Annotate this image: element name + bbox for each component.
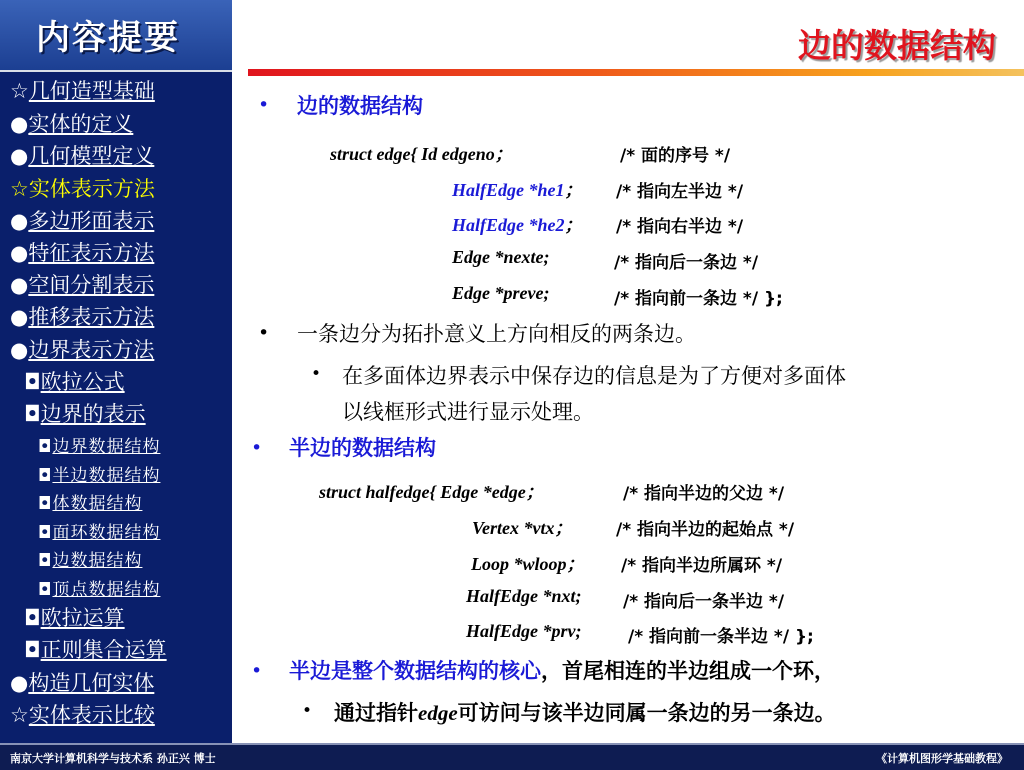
nav-item-halfedge-data-structure[interactable]: ◘半边数据结构	[38, 466, 161, 486]
bullet-icon: ●	[10, 273, 29, 297]
slide-title: 边的数据结构	[798, 26, 996, 65]
edge-comment-3: /* 指向右半边 */	[616, 217, 744, 237]
nav-item-solid-definition[interactable]: ●实体的定义	[10, 112, 134, 136]
footer	[0, 743, 1024, 770]
nav-item-modeling-basics[interactable]: ☆几何造型基础	[10, 79, 155, 103]
edge-comment-2: /* 指向左半边 */	[616, 182, 744, 202]
edge-comment-1: /* 面的序号 */	[620, 146, 731, 166]
nav-item-representation-comparison[interactable]: ☆实体表示比较	[10, 703, 155, 727]
halfedge-code-line-3: Loop *wloop；	[471, 554, 585, 574]
bullet-icon: •	[251, 660, 263, 682]
square-bullet-icon: ◘	[38, 523, 53, 543]
square-bullet-icon: ◘	[24, 402, 41, 426]
halfedge-comment-2: /* 指向半边的起始点 */	[616, 520, 795, 540]
square-bullet-icon: ◘	[38, 494, 53, 514]
nav-item-regular-set-operations[interactable]: ◘正则集合运算	[24, 638, 167, 662]
star-icon: ☆	[10, 703, 29, 727]
nav-item-geometric-model[interactable]: ●几何模型定义	[10, 144, 155, 168]
nav-item-boundary-representation[interactable]: ◘边界的表示	[24, 402, 146, 426]
edge-code-line-2: HalfEdge *he1；	[452, 180, 583, 200]
edge-code-line-5: Edge *preve;	[452, 283, 550, 303]
bullet-icon: ●	[10, 112, 29, 136]
nav-item-face-loop-data-structure[interactable]: ◘面环数据结构	[38, 523, 161, 543]
footer-author: 南京大学计算机科学与技术系 孙正兴 博士	[10, 752, 216, 765]
star-icon: ☆	[10, 79, 29, 103]
square-bullet-icon: ◘	[38, 580, 53, 600]
halfedge-comment-1: /* 指向半边的父边 */	[623, 484, 785, 504]
edge-code-line-4: Edge *nexte;	[452, 247, 550, 267]
nav-item-sweep-rep[interactable]: ●推移表示方法	[10, 305, 155, 329]
sidebar-title: 内容提要	[36, 18, 180, 58]
bullet-icon: •	[258, 322, 270, 344]
sub-point-edge-info-2: 以线框形式进行显示处理。	[342, 400, 594, 424]
edge-comment-4: /* 指向后一条边 */	[614, 253, 759, 273]
nav-item-solid-data-structure[interactable]: ◘体数据结构	[38, 494, 143, 514]
footer-book-title: 《计算机图形学基础教程》	[876, 752, 1008, 765]
bullet-icon: •	[251, 437, 263, 459]
nav-item-euler-formula[interactable]: ◘欧拉公式	[24, 370, 125, 394]
sidebar	[0, 0, 232, 743]
star-icon: ☆	[10, 177, 29, 201]
bullet-icon: ●	[10, 241, 29, 265]
halfedge-comment-5: /* 指向前一条半边 */ };	[628, 627, 814, 647]
halfedge-code-line-4: HalfEdge *nxt;	[466, 586, 582, 606]
nav-item-euler-operations[interactable]: ◘欧拉运算	[24, 606, 125, 630]
sub-point-edge-pointer: 通过指针edge可访问与该半边同属一条边的另一条边。	[334, 701, 836, 725]
halfedge-code-line-2: Vertex *vtx；	[472, 518, 573, 538]
nav-item-polygon-face[interactable]: ●多边形面表示	[10, 209, 155, 233]
nav-item-boundary-rep[interactable]: ●边界表示方法	[10, 338, 155, 362]
nav-item-edge-data-structure[interactable]: ◘边数据结构	[38, 551, 143, 571]
heading-halfedge-structure: 半边的数据结构	[289, 436, 436, 460]
point-edge-split: 一条边分为拓扑意义上方向相反的两条边。	[297, 322, 696, 346]
bullet-icon: ●	[10, 209, 29, 233]
halfedge-comment-4: /* 指向后一条半边 */	[623, 592, 785, 612]
sub-point-edge-info-1: 在多面体边界表示中保存边的信息是为了方便对多面体	[342, 364, 846, 388]
halfedge-comment-3: /* 指向半边所属环 */	[621, 556, 783, 576]
halfedge-code-line-5: HalfEdge *prv;	[466, 621, 582, 641]
edge-comment-5: /* 指向前一条边 */ };	[614, 289, 783, 309]
nav-item-space-partition[interactable]: ●空间分割表示	[10, 273, 155, 297]
bullet-icon: ●	[10, 338, 29, 362]
nav-item-construct-solid[interactable]: ●构造几何实体	[10, 671, 155, 695]
square-bullet-icon: ◘	[38, 466, 53, 486]
bullet-icon: •	[302, 701, 313, 721]
nav-item-solid-representation[interactable]: ☆实体表示方法	[10, 177, 155, 201]
square-bullet-icon: ◘	[38, 551, 53, 571]
edge-code-line-3: HalfEdge *he2；	[452, 215, 583, 235]
halfedge-code-line-1: struct halfedge{ Edge *edge；	[319, 482, 544, 502]
nav-item-vertex-data-structure[interactable]: ◘顶点数据结构	[38, 580, 161, 600]
edge-code-line-1: struct edge{ Id edgeno；	[330, 144, 513, 164]
bullet-icon: ●	[10, 144, 29, 168]
title-divider	[248, 69, 1024, 76]
bullet-icon: •	[311, 364, 322, 384]
point-halfedge-core: 半边是整个数据结构的核心，首尾相连的半边组成一个环，	[289, 659, 835, 683]
heading-edge-structure: 边的数据结构	[297, 94, 423, 118]
sidebar-header	[0, 0, 232, 72]
nav-item-feature-rep[interactable]: ●特征表示方法	[10, 241, 155, 265]
nav-item-boundary-data-structure[interactable]: ◘边界数据结构	[38, 437, 161, 457]
square-bullet-icon: ◘	[24, 370, 41, 394]
square-bullet-icon: ◘	[24, 606, 41, 630]
bullet-icon: ●	[10, 671, 29, 695]
bullet-icon: •	[258, 94, 270, 116]
square-bullet-icon: ◘	[38, 437, 53, 457]
bullet-icon: ●	[10, 305, 29, 329]
square-bullet-icon: ◘	[24, 638, 41, 662]
